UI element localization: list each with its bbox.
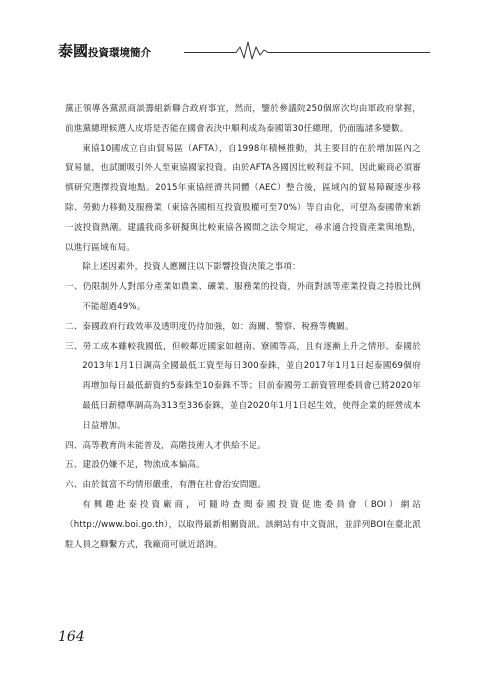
list-item: 四、高等教育尚未能普及，高階技術人才供給不足。: [65, 440, 267, 451]
body-text: [65, 100, 421, 555]
header-heartbeat-line-icon: [58, 38, 430, 62]
header-title-sub: 投資環境簡介: [88, 47, 152, 59]
paragraph: 東協10國成立自由貿易區（AFTA），自1998年積極推動，其主要目的在於增加區內之貿易量，也試圖吸引外人至東協國家投資。由於AFTA各國因比較利益不同，因此廠商必須審慎研究選擇投資地點。2015年東協經濟共同體（AEC）整合後，區域內的貿易障礙逐步移除、勞動力移動及服務業（東協各國相互投資股權可至70%）等自由化，可望為泰國帶來新一波投資熱潮。建議我商多研擬與比較東協各國間之法令規定，尋求適合投資產業與地點，以進行區域布局。: [65, 143, 421, 253]
running-header: [58, 38, 430, 62]
closing-paragraph: 有興趣赴泰投資廠商，可隨時查閱泰國投資促進委員會（BOI）網站（http://www.boi.go.th），以取得最新相關資訊。該網站有中文資訊，並詳列BOI在臺北派駐人員之聯繫方式，我廠商可就近諮詢。: [65, 499, 421, 550]
page-number: 164: [58, 629, 85, 645]
list-item: 六、由於貧富不均情形嚴重，有潛在社會治安問題。: [65, 480, 267, 491]
paragraph: 黨正領導各黨派商談籌組新聯合政府事宜，然而，鑒於參議院250個席次均由軍政府掌握，前進黨總理候選人皮塔是否能在國會表決中順利成為泰國第30任總理，仍面臨諸多變數。: [65, 104, 421, 134]
paragraph: 除上述因素外，投資人應關注以下影響投資決策之事項：: [82, 262, 301, 273]
list-item: 二、泰國政府行政效率及透明度仍待加強，如：海關、警察、稅務等機關。: [65, 321, 354, 332]
list-item: 三、勞工成本雖較我國低，但較鄰近國家如越南、寮國等高，且有逐漸上升之情形。泰國於2013年1月1日調高全國最低工資至每日300泰銖，並自2017年1月1日起泰國69個府再增加每日最低薪資約5泰銖至10泰銖不等；目前泰國勞工薪資管理委員會已將2020年最低日薪標準調高為313至336泰銖，並自2020年1月1日起生效，使得企業的經營成本日益增加。: [65, 341, 421, 431]
list-item: 一、仍限制外人對部分產業如農業、礦業、服務業的投資，外商對該等產業投資之持股比例不能超過49%。: [65, 282, 421, 312]
header-title-main: 泰國: [58, 42, 89, 60]
list-item: 五、建設仍嫌不足，物流成本偏高。: [65, 460, 205, 471]
